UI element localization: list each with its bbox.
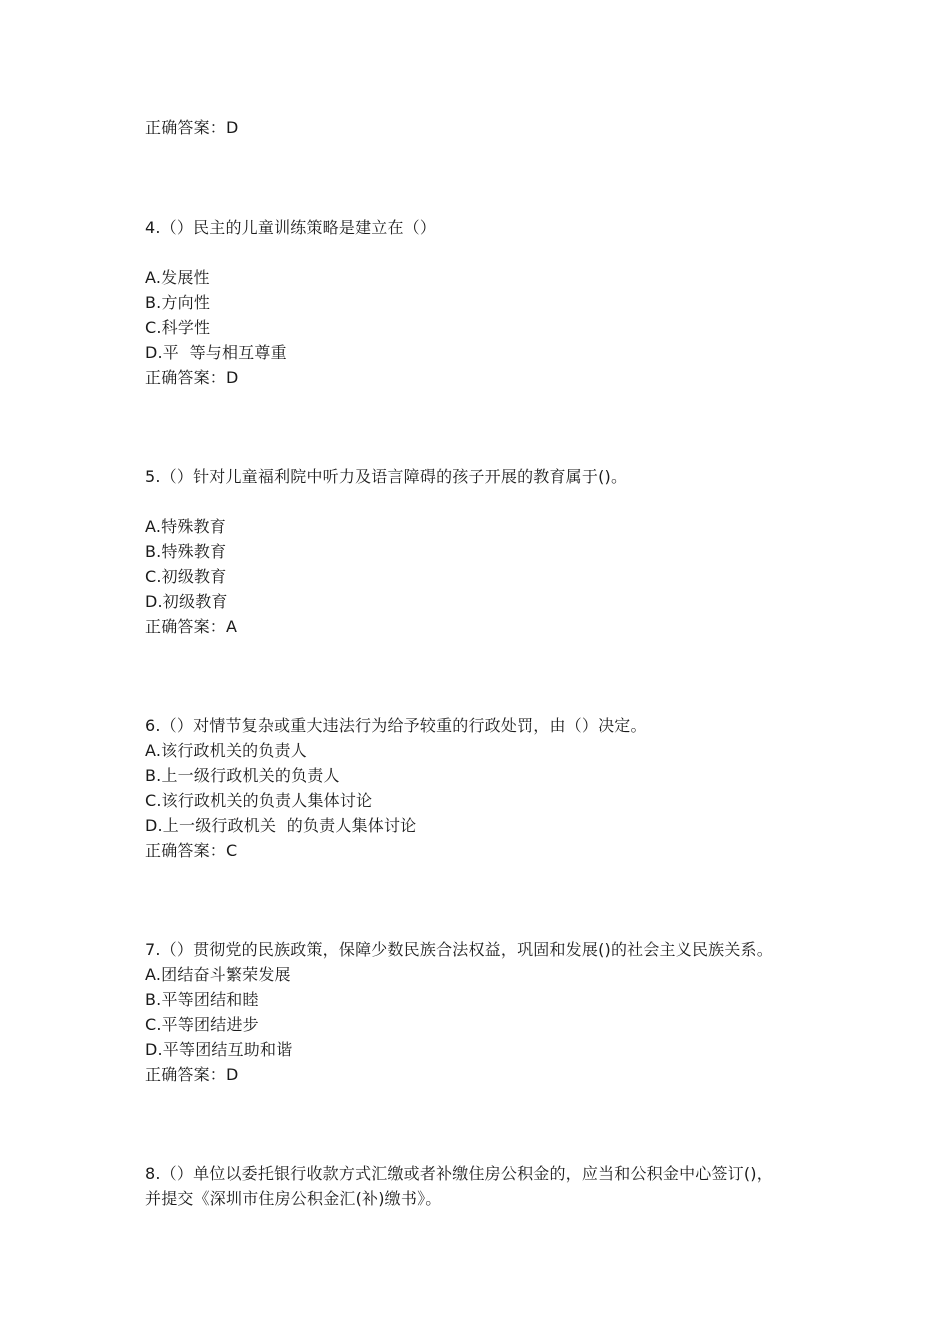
question-7-option-d: D.平等团结互助和谐	[145, 1040, 293, 1059]
answer-text: 正确答案：D	[145, 118, 239, 137]
question-7-option-c: C.平等团结进步	[145, 1015, 259, 1034]
question-6-option-d: D.上一级行政机关 的负责人集体讨论	[145, 816, 417, 835]
question-8-stem-line-2: 并提交《深圳市住房公积金汇(补)缴书》。	[145, 1189, 442, 1208]
question-5-option-b: B.特殊教育	[145, 542, 227, 561]
question-4-option-a: A.发展性	[145, 268, 210, 287]
question-8-stem-line-1: 8.（）单位以委托银行收款方式汇缴或者补缴住房公积金的，应当和公积金中心签订()，	[145, 1164, 773, 1183]
question-6-option-a: A.该行政机关的负责人	[145, 741, 307, 760]
question-4-option-c: C.科学性	[145, 318, 211, 337]
question-7-stem: 7.（）贯彻党的民族政策，保障少数民族合法权益，巩固和发展()的社会主义民族关系。	[145, 940, 773, 959]
question-4-option-d: D.平 等与相互尊重	[145, 343, 287, 362]
question-6-option-c: C.该行政机关的负责人集体讨论	[145, 791, 373, 810]
question-6-stem: 6.（）对情节复杂或重大违法行为给予较重的行政处罚，由（）决定。	[145, 716, 647, 735]
question-6-option-b: B.上一级行政机关的负责人	[145, 766, 340, 785]
question-7-answer: 正确答案：D	[145, 1065, 239, 1084]
question-4-option-b: B.方向性	[145, 293, 211, 312]
question-4-stem: 4.（）民主的儿童训练策略是建立在（）	[145, 218, 437, 237]
question-7-option-b: B.平等团结和睦	[145, 990, 259, 1009]
question-5-stem: 5.（）针对儿童福利院中听力及语言障碍的孩子开展的教育属于()。	[145, 467, 628, 486]
question-6-answer: 正确答案：C	[145, 841, 238, 860]
question-5-option-a: A.特殊教育	[145, 517, 226, 536]
question-5-option-c: C.初级教育	[145, 567, 227, 586]
question-4-answer: 正确答案：D	[145, 368, 239, 387]
question-5-option-d: D.初级教育	[145, 592, 228, 611]
question-7-option-a: A.团结奋斗繁荣发展	[145, 965, 291, 984]
question-5-answer: 正确答案：A	[145, 617, 238, 636]
